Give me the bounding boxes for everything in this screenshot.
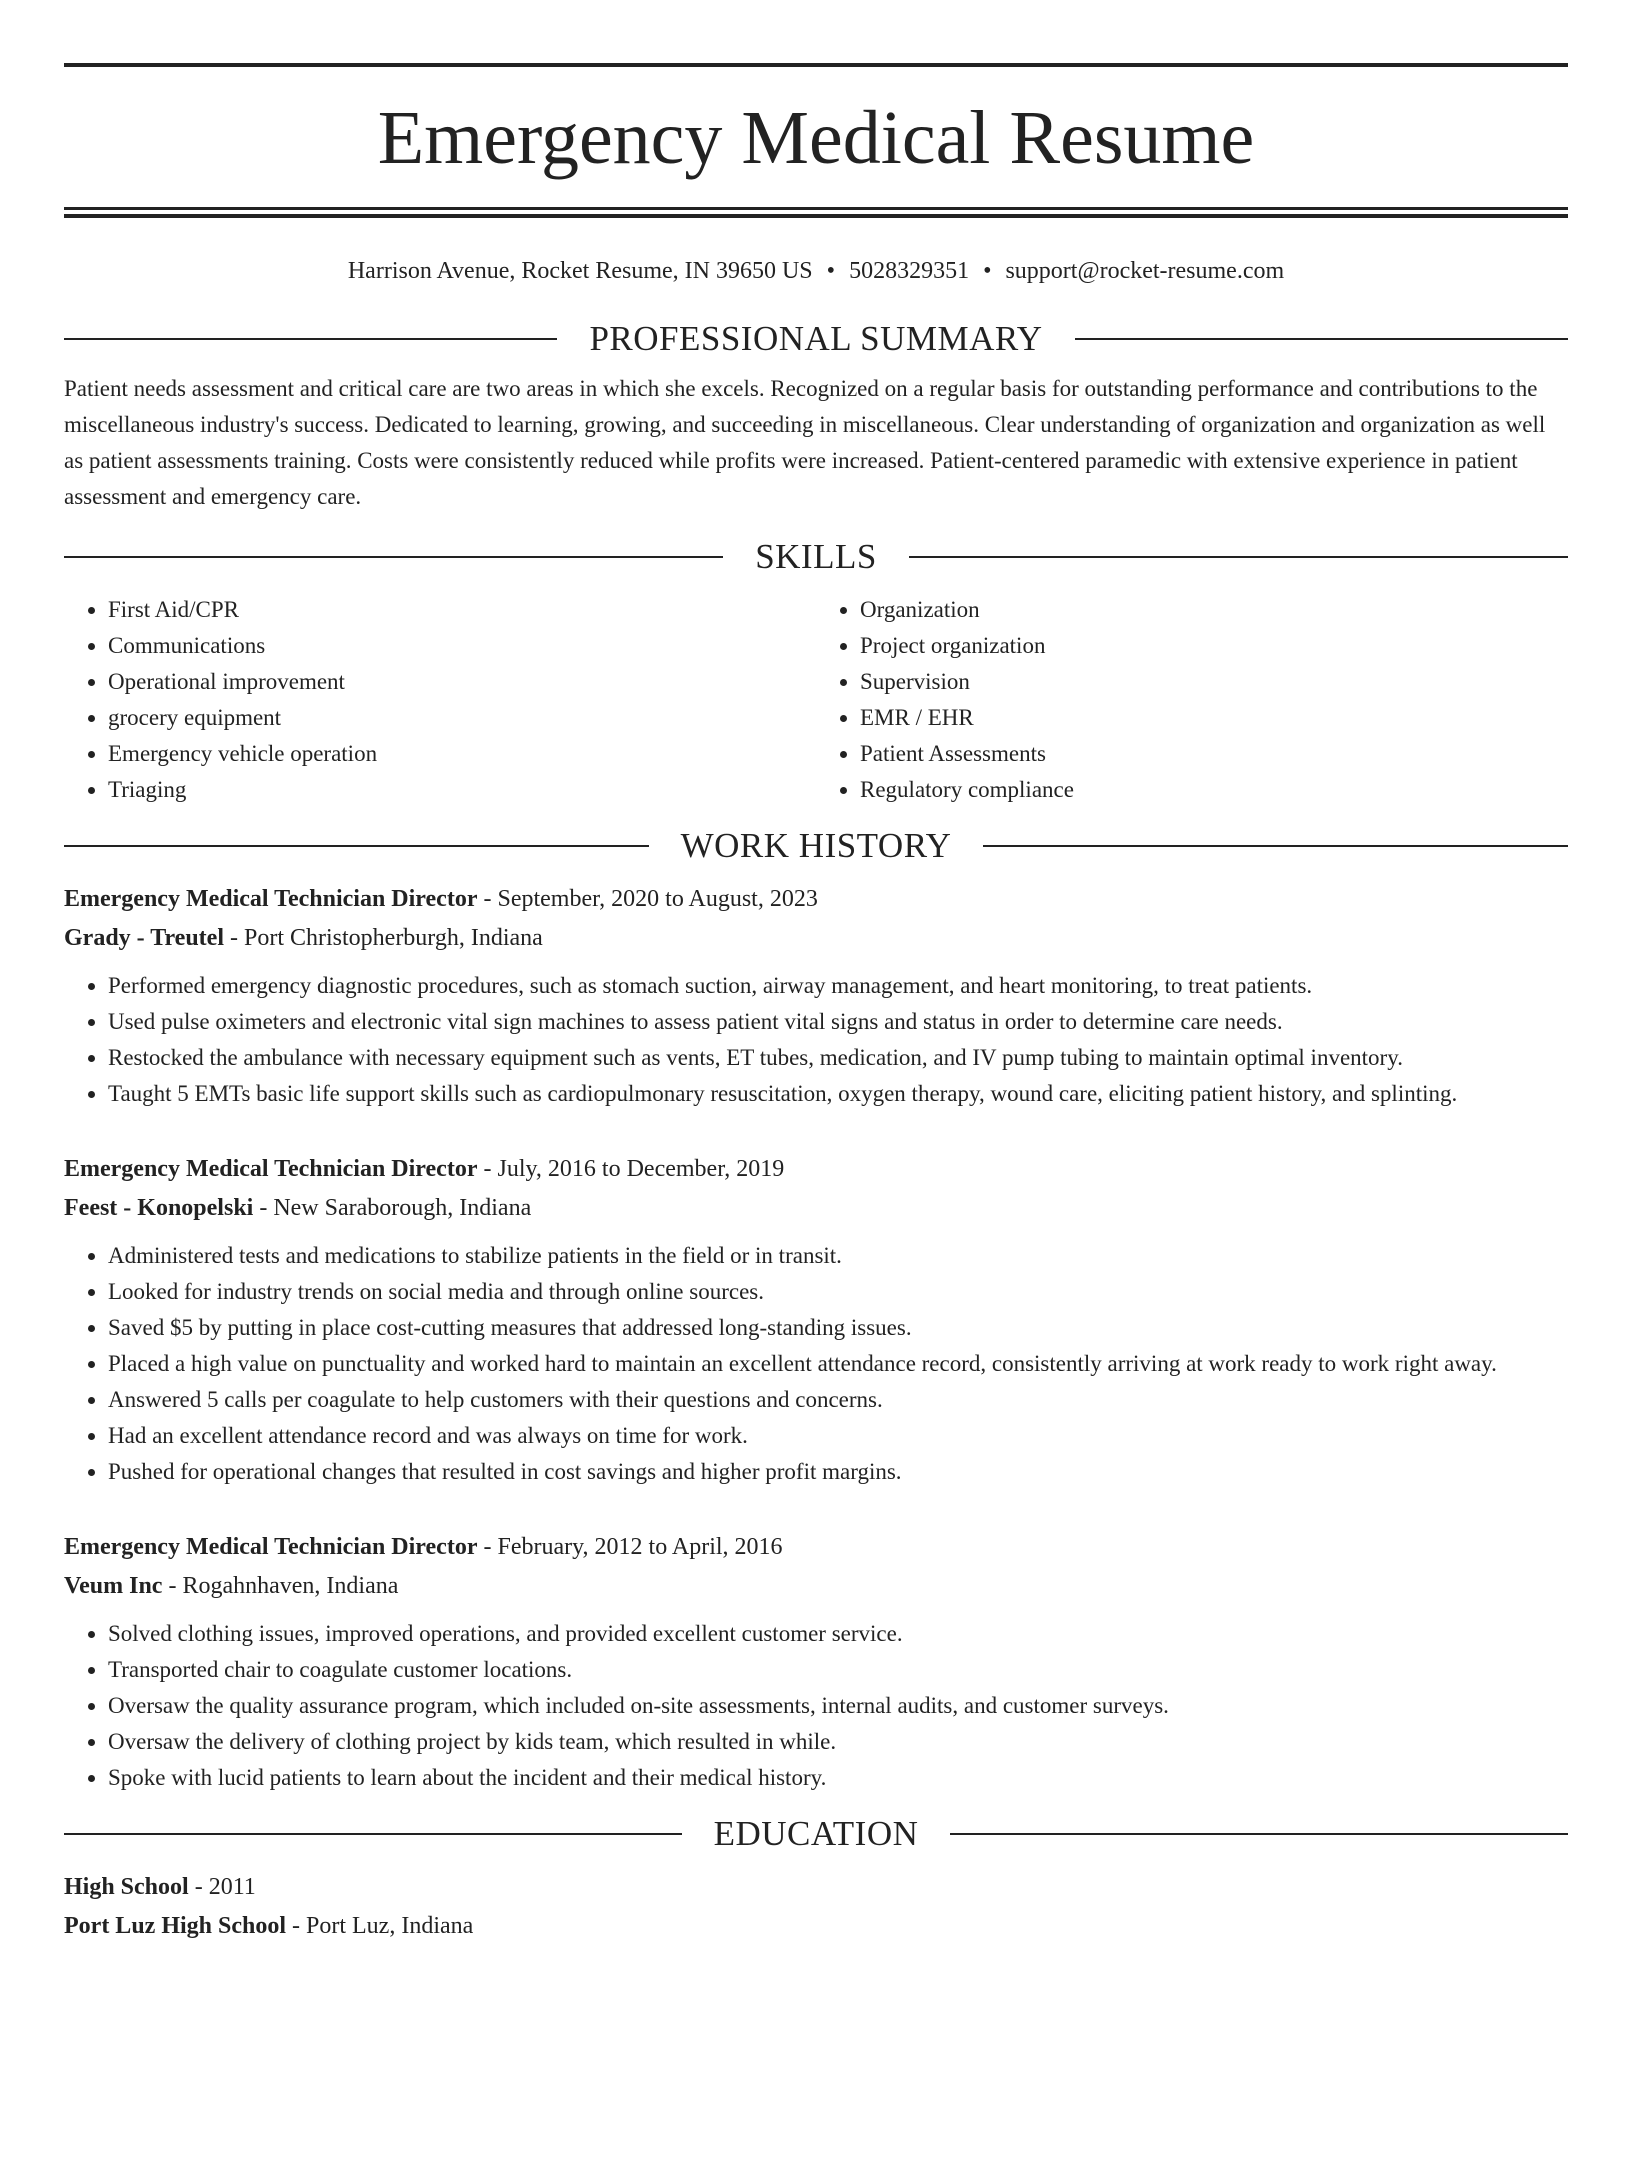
job-company-line (64, 1189, 1568, 1228)
contact-address: Harrison Avenue, Rocket Resume, IN 39650 US (347, 258, 813, 284)
contact-separator: • (826, 258, 836, 284)
job-title-line (64, 1150, 1568, 1189)
heading-rule (983, 845, 1568, 847)
job-bullet: • Answered 5 calls per coagulate to help customers with their questions and concerns. (108, 1382, 1568, 1418)
job-bullets (64, 1238, 1568, 1490)
section-heading-work (64, 826, 1568, 866)
job-title: Emergency Medical Technician Director (64, 886, 478, 912)
skill-item: • Project organization (860, 628, 1568, 664)
skill-item: • Communications (108, 628, 816, 664)
job-company: Grady - Treutel (64, 925, 224, 951)
section-title: WORK HISTORY (680, 826, 952, 865)
skill-item: • Emergency vehicle operation (108, 736, 816, 772)
job-company-line (64, 1567, 1568, 1606)
job-entry (64, 880, 1568, 1112)
title-double-rule (64, 207, 1568, 218)
skill-item: • Regulatory compliance (860, 772, 1568, 808)
job-entry (64, 1150, 1568, 1490)
job-dates: - February, 2012 to April, 2016 (477, 1534, 783, 1560)
job-bullet: • Taught 5 EMTs basic life support skills such as cardiopulmonary resuscitation, oxygen therapy, wound care, eliciting patient history, and splinting. (108, 1076, 1568, 1112)
heading-rule (64, 338, 557, 340)
heading-rule (64, 1833, 682, 1835)
job-bullet: • Spoke with lucid patients to learn about the incident and their medical history. (108, 1760, 1568, 1796)
heading-rule (64, 845, 649, 847)
education-school: Port Luz High School (64, 1913, 287, 1939)
section-title: SKILLS (755, 537, 877, 576)
job-bullet: • Oversaw the delivery of clothing project by kids team, which resulted in while. (108, 1724, 1568, 1760)
job-entry (64, 1528, 1568, 1796)
job-bullet: • Oversaw the quality assurance program, which included on-site assessments, internal audits, and customer surveys. (108, 1688, 1568, 1724)
heading-rule (950, 1833, 1568, 1835)
skill-item: • grocery equipment (108, 700, 816, 736)
job-title: Emergency Medical Technician Director (64, 1156, 478, 1182)
job-bullet: • Saved $5 by putting in place cost-cutting measures that addressed long-standing issues. (108, 1310, 1568, 1346)
job-bullet: • Pushed for operational changes that resulted in cost savings and higher profit margins. (108, 1454, 1568, 1490)
education-degree-line (64, 1868, 1568, 1907)
education-location: - Port Luz, Indiana (286, 1913, 474, 1939)
skill-item: • First Aid/CPR (108, 592, 816, 628)
job-bullet: • Solved clothing issues, improved operations, and provided excellent customer service. (108, 1616, 1568, 1652)
contact-phone: 5028329351 (849, 258, 970, 284)
skill-item: • EMR / EHR (860, 700, 1568, 736)
skill-item: • Supervision (860, 664, 1568, 700)
job-title: Emergency Medical Technician Director (64, 1534, 478, 1560)
skills-column-right (816, 592, 1568, 808)
job-location: - New Saraborough, Indiana (253, 1195, 532, 1221)
section-title: PROFESSIONAL SUMMARY (589, 319, 1043, 358)
job-bullets (64, 1616, 1568, 1796)
top-rule (64, 63, 1568, 67)
job-location: - Port Christopherburgh, Indiana (223, 925, 543, 951)
resume-page (0, 63, 1632, 2175)
job-dates: - September, 2020 to August, 2023 (477, 886, 818, 912)
resume-title: Emergency Medical Resume (377, 96, 1255, 180)
education-entry (64, 1868, 1568, 1946)
job-bullet: • Restocked the ambulance with necessary equipment such as vents, ET tubes, medication, and IV pump tubing to maintain optimal inventory. (108, 1040, 1568, 1076)
education-year: - 2011 (188, 1874, 256, 1900)
education-degree: High School (64, 1874, 189, 1900)
contact-separator: • (983, 258, 992, 284)
job-bullet: • Performed emergency diagnostic procedures, such as stomach suction, airway management, and heart monitoring, to treat patients. (108, 968, 1568, 1004)
section-heading-summary (64, 319, 1568, 359)
job-dates: - July, 2016 to December, 2019 (477, 1156, 785, 1182)
job-bullet: • Used pulse oximeters and electronic vital sign machines to assess patient vital signs and status in order to determine care needs. (108, 1004, 1568, 1040)
job-location: - Rogahnhaven, Indiana (162, 1573, 399, 1599)
contact-email: support@rocket-resume.com (1005, 258, 1285, 284)
skill-item: • Patient Assessments (860, 736, 1568, 772)
heading-rule (909, 556, 1568, 558)
job-bullets (64, 968, 1568, 1112)
job-title-line (64, 880, 1568, 919)
job-bullet: • Had an excellent attendance record and was always on time for work. (108, 1418, 1568, 1454)
section-heading-skills (64, 537, 1568, 577)
skills-list (64, 592, 1568, 808)
skill-item: • Operational improvement (108, 664, 816, 700)
job-bullet: • Looked for industry trends on social media and through online sources. (108, 1274, 1568, 1310)
job-company-line (64, 919, 1568, 958)
job-bullet: • Administered tests and medications to stabilize patients in the field or in transit. (108, 1238, 1568, 1274)
heading-rule (1075, 338, 1568, 340)
section-title: EDUCATION (713, 1814, 919, 1853)
section-heading-education (64, 1814, 1568, 1854)
education-school-line (64, 1907, 1568, 1946)
contact-line (64, 256, 1568, 286)
job-bullet: • Placed a high value on punctuality and worked hard to maintain an excellent attendance record, consistently arriving at work ready to work right away. (108, 1346, 1568, 1382)
skills-column-left (64, 592, 816, 808)
skill-item: • Organization (860, 592, 1568, 628)
heading-rule (64, 556, 723, 558)
job-title-line (64, 1528, 1568, 1567)
job-company: Feest - Konopelski (64, 1195, 254, 1221)
job-company: Veum Inc (64, 1573, 163, 1599)
job-bullet: • Transported chair to coagulate customer locations. (108, 1652, 1568, 1688)
summary-text: Patient needs assessment and critical care are two areas in which she excels. Recognized on a regular basis for outstanding performance and contributions to the miscellaneous industry's success. Dedicated to learning, growing, and succeeding in miscellaneous. Clear understanding of organization and organization as well as patient assessments training. Costs were consistently reduced while profits were increased. Patient-centered paramedic with extensive experience in patient assessment and emergency care. (64, 376, 1546, 509)
skill-item: • Triaging (108, 772, 816, 808)
